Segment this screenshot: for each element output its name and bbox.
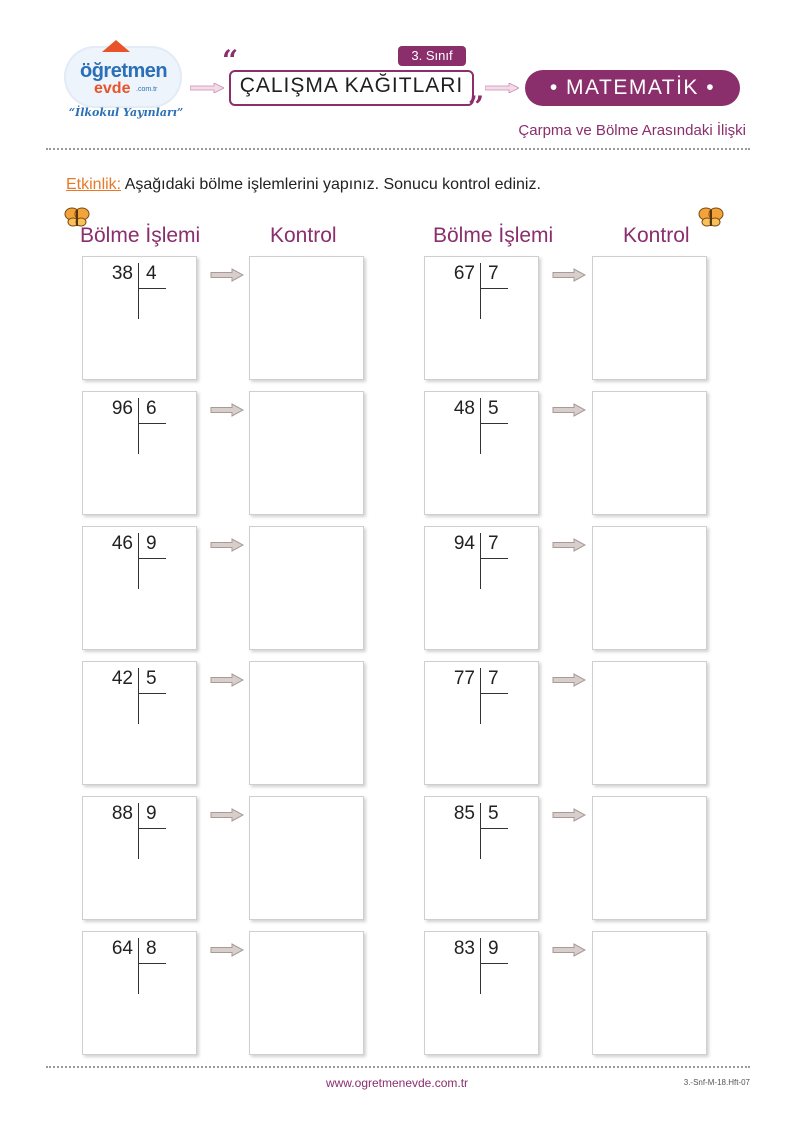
divisor: 5 <box>146 668 157 689</box>
check-answer-box[interactable] <box>592 391 707 515</box>
division-horizontal-line <box>138 558 166 559</box>
dividend: 96 <box>111 398 133 419</box>
logo-text-bottom: evde <box>94 80 131 97</box>
divisor: 7 <box>488 668 499 689</box>
check-answer-box[interactable] <box>592 661 707 785</box>
division-vertical-line <box>480 803 481 859</box>
division-vertical-line <box>138 263 139 319</box>
check-answer-box[interactable] <box>249 391 364 515</box>
column-heading-check-right: Kontrol <box>623 224 690 247</box>
logo-text-top: öğretmen <box>80 60 168 82</box>
topic-title: Çarpma ve Bölme Arasındaki İlişki <box>518 122 746 139</box>
dividend: 77 <box>453 668 475 689</box>
dividend: 38 <box>111 263 133 284</box>
arrow-right-icon <box>552 538 586 552</box>
header-divider <box>46 148 750 150</box>
division-box <box>424 931 539 1055</box>
arrow-right-icon <box>210 403 244 417</box>
column-heading-division-right: Bölme İşlemi <box>433 224 554 247</box>
division-horizontal-line <box>480 963 508 964</box>
division-box <box>82 931 197 1055</box>
dividend: 88 <box>111 803 133 824</box>
check-answer-box[interactable] <box>249 526 364 650</box>
close-quote: ” <box>468 90 485 123</box>
instruction-label: Etkinlik: <box>66 176 122 193</box>
check-answer-box[interactable] <box>592 796 707 920</box>
divisor: 7 <box>488 263 499 284</box>
division-horizontal-line <box>138 828 166 829</box>
division-box <box>424 661 539 785</box>
worksheet-title: ÇALIŞMA KAĞITLARI <box>239 74 464 97</box>
check-answer-box[interactable] <box>249 931 364 1055</box>
division-horizontal-line <box>480 288 508 289</box>
division-box <box>82 661 197 785</box>
divisor: 9 <box>488 938 499 959</box>
logo-subtitle: “İlkokul Yayınları” <box>68 106 184 119</box>
header-arrow-icon <box>485 83 519 93</box>
division-horizontal-line <box>138 963 166 964</box>
divisor: 9 <box>146 803 157 824</box>
dividend: 64 <box>111 938 133 959</box>
division-vertical-line <box>480 938 481 994</box>
footer-code: 3.-Snf-M-18.Hft-07 <box>683 1078 750 1087</box>
check-answer-box[interactable] <box>249 796 364 920</box>
division-box <box>424 256 539 380</box>
instruction-text: Aşağıdaki bölme işlemlerini yapınız. Sonucu kontrol ediniz. <box>121 176 541 193</box>
arrow-right-icon <box>552 403 586 417</box>
division-box <box>424 796 539 920</box>
arrow-right-icon <box>552 673 586 687</box>
division-box <box>82 256 197 380</box>
division-horizontal-line <box>138 288 166 289</box>
division-horizontal-line <box>480 558 508 559</box>
instruction <box>66 176 541 194</box>
divisor: 9 <box>146 533 157 554</box>
arrow-right-icon <box>210 673 244 687</box>
arrow-right-icon <box>552 268 586 282</box>
dividend: 94 <box>453 533 475 554</box>
dividend: 42 <box>111 668 133 689</box>
check-answer-box[interactable] <box>592 256 707 380</box>
dividend: 85 <box>453 803 475 824</box>
division-vertical-line <box>138 803 139 859</box>
division-vertical-line <box>480 398 481 454</box>
arrow-right-icon <box>552 808 586 822</box>
divisor: 4 <box>146 263 157 284</box>
division-vertical-line <box>138 668 139 724</box>
subject-pill: • MATEMATİK • <box>525 70 740 106</box>
division-vertical-line <box>138 533 139 589</box>
divisor: 7 <box>488 533 499 554</box>
divisor: 5 <box>488 398 499 419</box>
dividend: 83 <box>453 938 475 959</box>
division-horizontal-line <box>480 693 508 694</box>
division-box <box>82 391 197 515</box>
division-horizontal-line <box>138 423 166 424</box>
grade-badge: 3. Sınıf <box>398 46 466 66</box>
division-horizontal-line <box>480 828 508 829</box>
division-box <box>424 526 539 650</box>
division-horizontal-line <box>138 693 166 694</box>
check-answer-box[interactable] <box>592 931 707 1055</box>
division-box <box>82 796 197 920</box>
house-icon <box>102 40 130 52</box>
column-heading-division-left: Bölme İşlemi <box>80 224 201 247</box>
division-horizontal-line <box>480 423 508 424</box>
division-box <box>424 391 539 515</box>
arrow-right-icon <box>210 268 244 282</box>
divisor: 8 <box>146 938 157 959</box>
dividend: 46 <box>111 533 133 554</box>
division-vertical-line <box>480 533 481 589</box>
footer-divider <box>46 1066 750 1068</box>
arrow-right-icon <box>552 943 586 957</box>
division-vertical-line <box>138 398 139 454</box>
check-answer-box[interactable] <box>249 661 364 785</box>
division-box <box>82 526 197 650</box>
header-arrow-icon <box>190 83 224 93</box>
check-answer-box[interactable] <box>249 256 364 380</box>
divisor: 5 <box>488 803 499 824</box>
arrow-right-icon <box>210 943 244 957</box>
butterfly-icon <box>698 206 724 228</box>
division-vertical-line <box>480 668 481 724</box>
dividend: 67 <box>453 263 475 284</box>
check-answer-box[interactable] <box>592 526 707 650</box>
divisor: 6 <box>146 398 157 419</box>
arrow-right-icon <box>210 808 244 822</box>
column-heading-check-left: Kontrol <box>270 224 337 247</box>
logo-domain: .com.tr <box>136 86 158 93</box>
division-vertical-line <box>138 938 139 994</box>
dividend: 48 <box>453 398 475 419</box>
arrow-right-icon <box>210 538 244 552</box>
publisher-logo <box>64 38 184 128</box>
division-vertical-line <box>480 263 481 319</box>
open-quote: “ <box>222 44 239 77</box>
footer-url: www.ogretmenevde.com.tr <box>325 1076 469 1090</box>
